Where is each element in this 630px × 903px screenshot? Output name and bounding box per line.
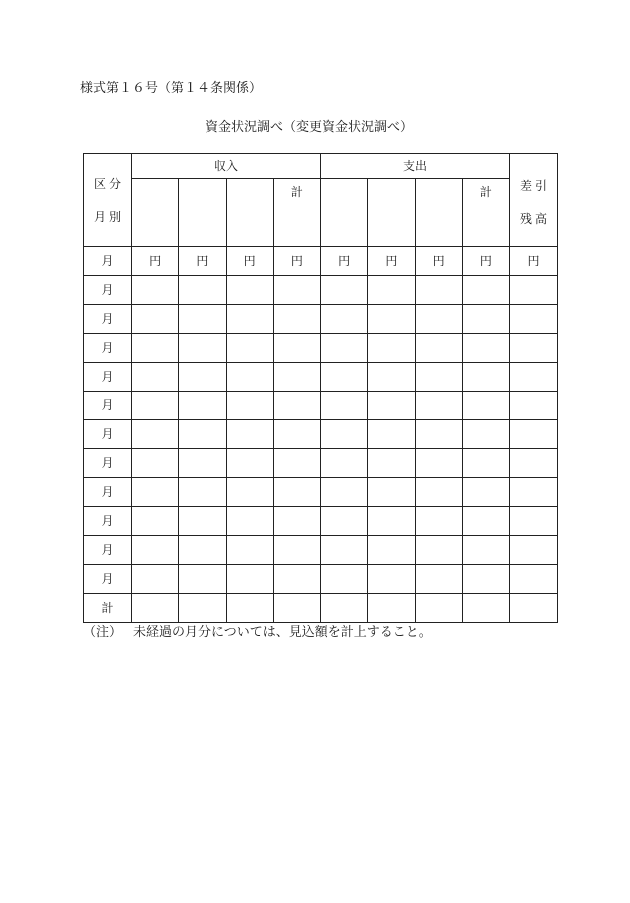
note-label: （注）	[83, 624, 123, 639]
table-cell	[132, 392, 179, 421]
table-cell	[227, 334, 274, 363]
table-cell	[416, 507, 463, 536]
table-cell	[132, 363, 179, 392]
table-cell	[463, 478, 510, 507]
expense-subheader-cell	[368, 179, 415, 247]
table-cell	[368, 305, 415, 334]
unit-label: 円	[321, 247, 368, 276]
month-label: 月	[84, 478, 132, 507]
table-cell	[368, 536, 415, 565]
table-cell	[274, 363, 321, 392]
table-cell	[179, 507, 226, 536]
table-cell	[463, 363, 510, 392]
expense-subheader-cell	[416, 179, 463, 247]
table-cell	[368, 276, 415, 305]
table-cell	[179, 420, 226, 449]
table-cell	[416, 565, 463, 594]
table-cell	[227, 276, 274, 305]
table-cell	[368, 565, 415, 594]
table-cell	[368, 420, 415, 449]
table-cell	[321, 276, 368, 305]
table-cell	[132, 334, 179, 363]
month-label: 月	[84, 334, 132, 363]
balance-header-bottom: 残 高	[519, 211, 547, 226]
total-row-label: 計	[84, 594, 132, 623]
table-cell	[463, 536, 510, 565]
table-cell	[321, 363, 368, 392]
table-cell	[227, 420, 274, 449]
unit-label: 円	[510, 247, 558, 276]
table-cell	[321, 536, 368, 565]
table-cell	[321, 507, 368, 536]
table-cell	[416, 363, 463, 392]
table-cell	[416, 334, 463, 363]
table-cell	[510, 536, 558, 565]
table-cell	[368, 449, 415, 478]
table-cell	[463, 565, 510, 594]
month-label: 月	[84, 536, 132, 565]
unit-label: 円	[179, 247, 226, 276]
table-cell	[463, 449, 510, 478]
table-cell	[510, 305, 558, 334]
table-cell	[321, 594, 368, 623]
month-label: 月	[84, 507, 132, 536]
table-cell	[463, 334, 510, 363]
table-cell	[227, 392, 274, 421]
table-cell	[463, 392, 510, 421]
table-cell	[510, 478, 558, 507]
table-cell	[274, 536, 321, 565]
table-cell	[132, 536, 179, 565]
expense-header: 支出	[321, 154, 510, 179]
table-cell	[227, 565, 274, 594]
table-cell	[274, 594, 321, 623]
table-cell	[321, 305, 368, 334]
table-cell	[132, 507, 179, 536]
balance-header	[510, 154, 558, 247]
table-cell	[321, 420, 368, 449]
table-cell	[132, 420, 179, 449]
table-cell	[368, 334, 415, 363]
table-cell	[227, 363, 274, 392]
table-cell	[132, 449, 179, 478]
month-label: 月	[84, 392, 132, 421]
income-subheader-cell	[227, 179, 274, 247]
table-cell	[416, 276, 463, 305]
table-cell	[510, 363, 558, 392]
table-cell	[416, 536, 463, 565]
table-cell	[132, 305, 179, 334]
table-cell	[274, 449, 321, 478]
month-label: 月	[84, 565, 132, 594]
income-subheader-cell	[132, 179, 179, 247]
table-cell	[416, 392, 463, 421]
expense-subheader-cell	[321, 179, 368, 247]
month-label: 月	[84, 420, 132, 449]
table-cell	[463, 594, 510, 623]
table-cell	[274, 565, 321, 594]
table-cell	[510, 594, 558, 623]
unit-label: 円	[132, 247, 179, 276]
table-cell	[321, 478, 368, 507]
table-cell	[510, 449, 558, 478]
table-cell	[227, 536, 274, 565]
table-cell	[416, 305, 463, 334]
table-cell	[179, 276, 226, 305]
table-cell	[179, 392, 226, 421]
table-cell	[227, 594, 274, 623]
expense-total-header: 計	[463, 179, 510, 247]
table-cell	[510, 507, 558, 536]
table-cell	[463, 420, 510, 449]
table-cell	[368, 507, 415, 536]
unit-row-label: 月	[84, 247, 132, 276]
category-header-top: 区 分	[93, 176, 121, 191]
unit-label: 円	[463, 247, 510, 276]
table-cell	[179, 363, 226, 392]
table-cell	[368, 478, 415, 507]
month-label: 月	[84, 276, 132, 305]
table-cell	[463, 276, 510, 305]
table-cell	[274, 276, 321, 305]
table-cell	[227, 305, 274, 334]
category-header	[84, 154, 132, 247]
table-cell	[274, 420, 321, 449]
table-cell	[179, 305, 226, 334]
table-cell	[321, 392, 368, 421]
unit-label: 円	[274, 247, 321, 276]
table-cell	[179, 536, 226, 565]
category-header-bottom: 月 別	[93, 209, 121, 224]
table-cell	[416, 594, 463, 623]
table-cell	[132, 594, 179, 623]
table-cell	[321, 449, 368, 478]
table-cell	[132, 276, 179, 305]
table-cell	[274, 392, 321, 421]
month-label: 月	[84, 363, 132, 392]
table-cell	[368, 363, 415, 392]
table-cell	[510, 276, 558, 305]
table-cell	[179, 594, 226, 623]
table-cell	[274, 478, 321, 507]
table-cell	[416, 420, 463, 449]
table-cell	[132, 565, 179, 594]
table-cell	[274, 305, 321, 334]
form-number: 様式第１６号（第１４条関係）	[80, 80, 263, 95]
document-title: 資金状況調べ（変更資金状況調べ）	[205, 119, 414, 134]
table-cell	[510, 420, 558, 449]
table-cell	[179, 478, 226, 507]
balance-header-top: 差 引	[519, 178, 547, 193]
income-header: 収入	[132, 154, 321, 179]
table-cell	[179, 334, 226, 363]
table-cell	[227, 449, 274, 478]
table-cell	[321, 334, 368, 363]
table-cell	[274, 507, 321, 536]
note-text: 未経過の月分については、見込額を計上すること。	[133, 624, 432, 639]
table-cell	[321, 565, 368, 594]
table-cell	[227, 478, 274, 507]
table-cell	[179, 565, 226, 594]
table-cell	[274, 334, 321, 363]
table-cell	[510, 334, 558, 363]
income-subheader-cell	[179, 179, 226, 247]
table-cell	[368, 594, 415, 623]
month-label: 月	[84, 305, 132, 334]
unit-label: 円	[368, 247, 415, 276]
table-cell	[179, 449, 226, 478]
unit-label: 円	[227, 247, 274, 276]
table-cell	[368, 392, 415, 421]
table-cell	[416, 478, 463, 507]
table-cell	[463, 507, 510, 536]
unit-label: 円	[416, 247, 463, 276]
month-label: 月	[84, 449, 132, 478]
table-cell	[227, 507, 274, 536]
table-cell	[416, 449, 463, 478]
table-cell	[510, 392, 558, 421]
income-total-header: 計	[274, 179, 321, 247]
fund-status-table	[83, 153, 558, 623]
table-cell	[463, 305, 510, 334]
table-cell	[132, 478, 179, 507]
table-cell	[510, 565, 558, 594]
